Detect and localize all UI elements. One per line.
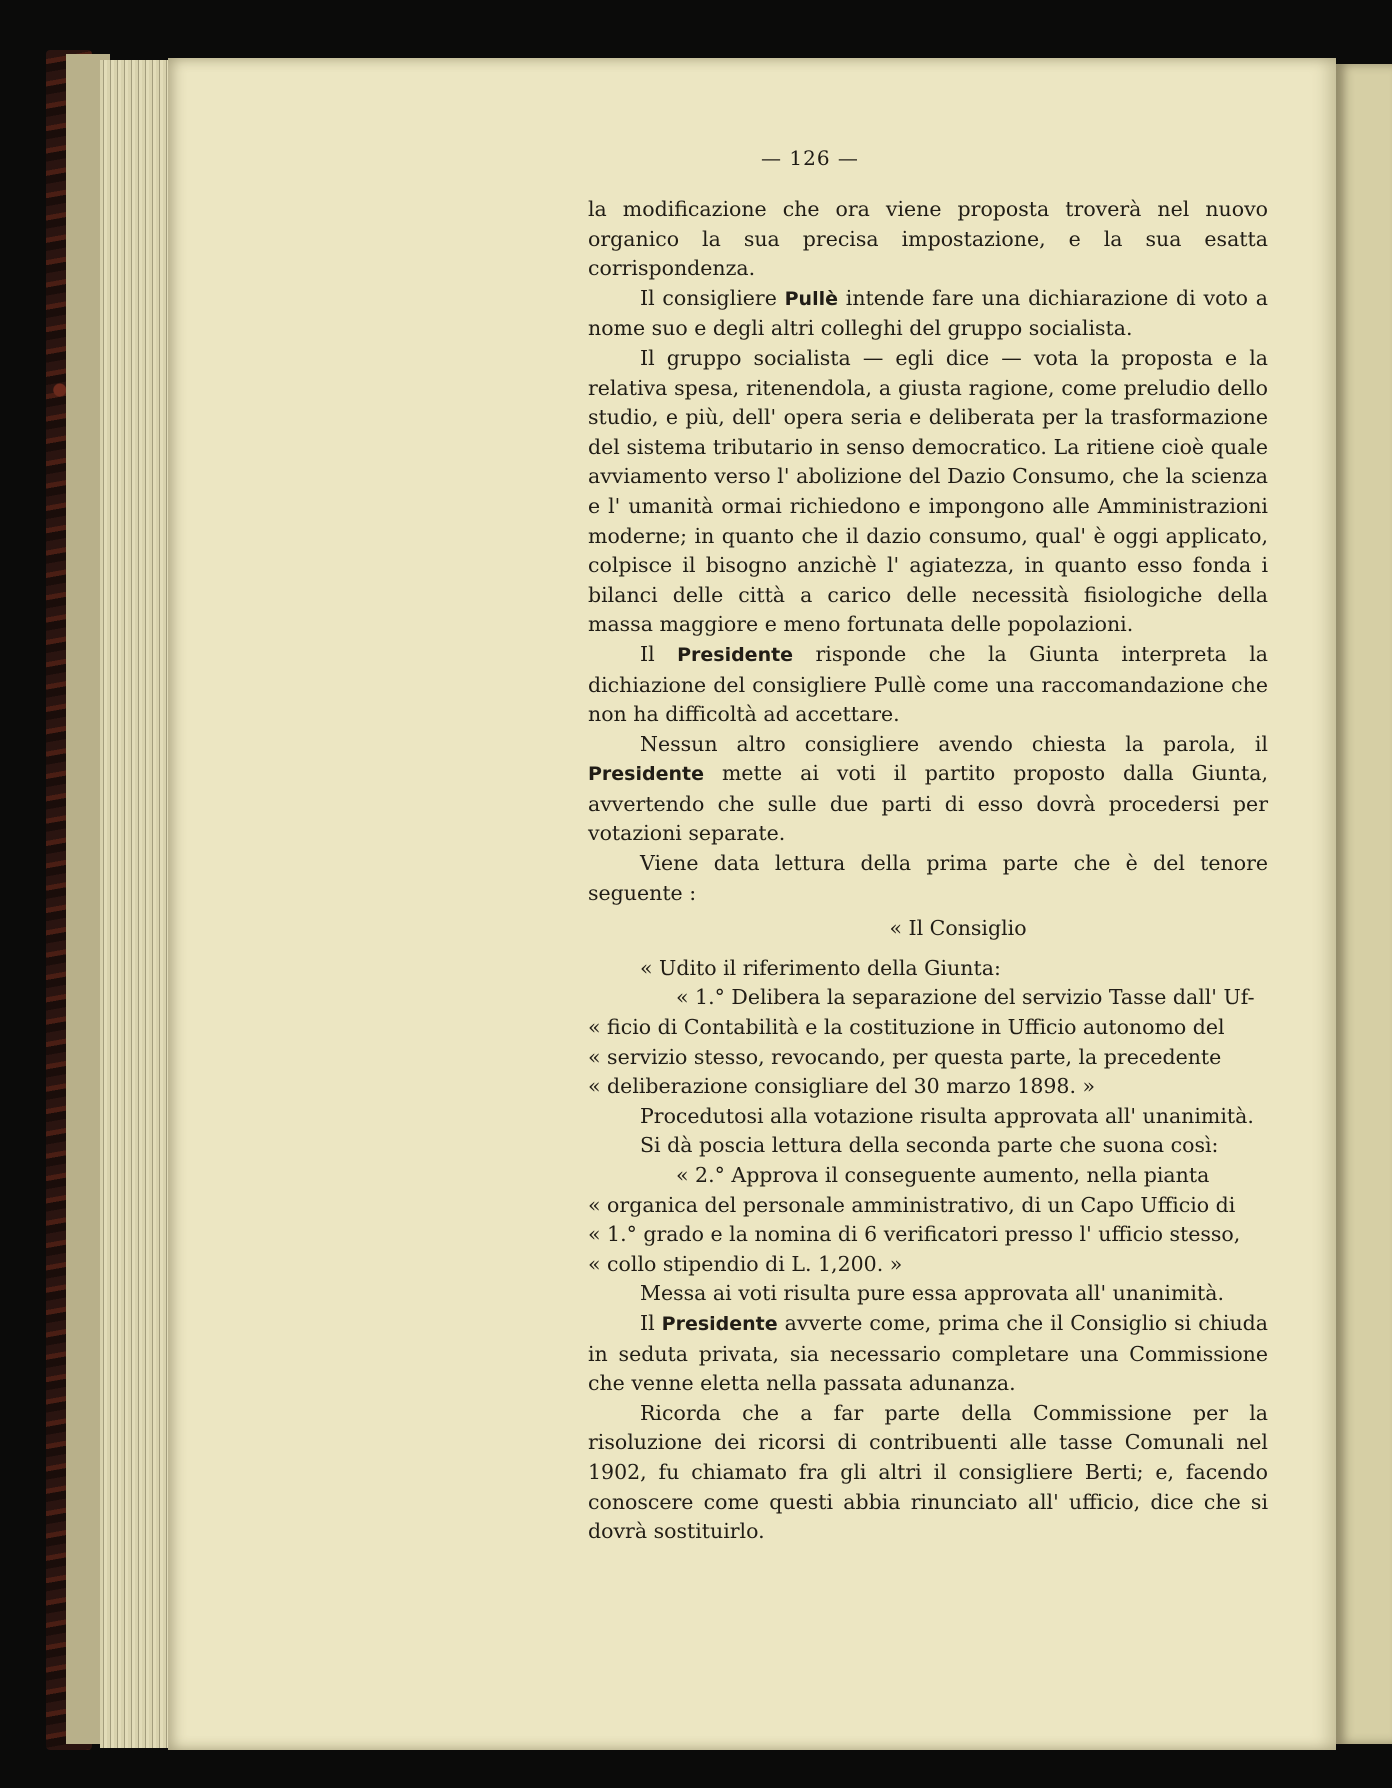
quote-line: « ficio di Contabilità e la costituzione in Ufficio autonomo del [588, 1015, 1225, 1040]
paragraph: la modificazione che ora viene proposta troverà nel nuovo organico la sua precisa impostazione, e la sua esatta corrispondenza. [588, 197, 1268, 281]
quote-line: « organica del personale amministrativo, di un Capo Ufficio di [588, 1192, 1236, 1217]
quote-line: « 2.° Approva il conseguente aumento, nella pianta [676, 1163, 1210, 1187]
speaker-name: Presidente [588, 763, 704, 786]
paragraph: Si dà poscia lettura della seconda parte che suona così: [640, 1133, 1219, 1158]
paragraph: Il Presidente risponde che la Giunta interpreta la dichiazione del consigliere Pullè come una raccomandazione che non ha difficoltà ad accettare. [588, 641, 1268, 727]
page-stack-edges [100, 60, 172, 1748]
quote-line: « 1.° grado e la nomina di 6 verificatori presso l' ufficio stesso, [588, 1222, 1241, 1247]
paragraph: Il Presidente avverte come, prima che il Consiglio si chiuda in seduta privata, sia necessario completare una Commissione che venne eletta nella passata adunanza. [588, 1310, 1269, 1396]
paragraph: Viene data lettura della prima parte che è del tenore seguente : [588, 851, 1268, 905]
quote-heading: « Il Consiglio [889, 916, 1027, 941]
paragraph: Procedutosi alla votazione risulta approvata all' unanimità. [640, 1103, 1254, 1128]
paragraph: Nessun altro consigliere avendo chiesta la parola, il Presidente mette ai voti il partito proposto dalla Giunta, avvertendo che sulle due parti di esso dovrà procedersi per votazioni separate. [588, 731, 1268, 846]
quote-line: « collo stipendio di L. 1,200. » [588, 1251, 903, 1276]
quote-line: « Udito il riferimento della Giunta: [640, 955, 1001, 980]
quote-line: « servizio stesso, revocando, per questa parte, la precedente [588, 1044, 1222, 1069]
facing-page-edge [1336, 64, 1392, 1744]
paragraph: Messa ai voti risulta pure essa approvata all' unanimità. [640, 1281, 1224, 1306]
speaker-name: Presidente [677, 643, 794, 666]
speaker-name: Pullè [784, 287, 838, 310]
quote-line: « 1.° Delibera la separazione del servizio Tasse dall' Uf- [676, 985, 1255, 1010]
paragraph: Il consigliere Pullè intende fare una dichiarazione di voto a nome suo e degli altri colleghi del gruppo socialista. [588, 285, 1269, 341]
page-body-text [588, 195, 1268, 1547]
paragraph: Ricorda che a far parte della Commissione per la risoluzione dei ricorsi di contribuenti alle tasse Comunali nel 1902, fu chiamato fra gli altri il consigliere Berti; e, facendo conoscere come questi abbia rinunciato all' ufficio, dice che si dovrà sostituirlo. [588, 1400, 1268, 1544]
page-number: — 126 — [761, 146, 859, 170]
quote-line: « deliberazione consigliare del 30 marzo 1898. » [588, 1074, 1096, 1099]
paragraph: Il gruppo socialista — egli dice — vota la proposta e la relativa spesa, ritenendola, a giusta ragione, come preludio dello studio, e più, dell' opera seria e deliberata per la trasformazione del sistema tributario in senso democratico. La ritiene cioè quale avviamento verso l' abolizione del Dazio Consumo, che la scienza e l' umanità ormai richiedono e impongono alle Amministrazioni moderne; in quanto che il dazio consumo, qual' è oggi applicato, colpisce il bisogno anzichè l' agiatezza, in quanto esso fonda i bilanci delle città a carico delle necessità fisiologiche della massa maggiore e meno fortunata delle popolazioni. [588, 345, 1268, 637]
speaker-name: Presidente [661, 1312, 778, 1335]
